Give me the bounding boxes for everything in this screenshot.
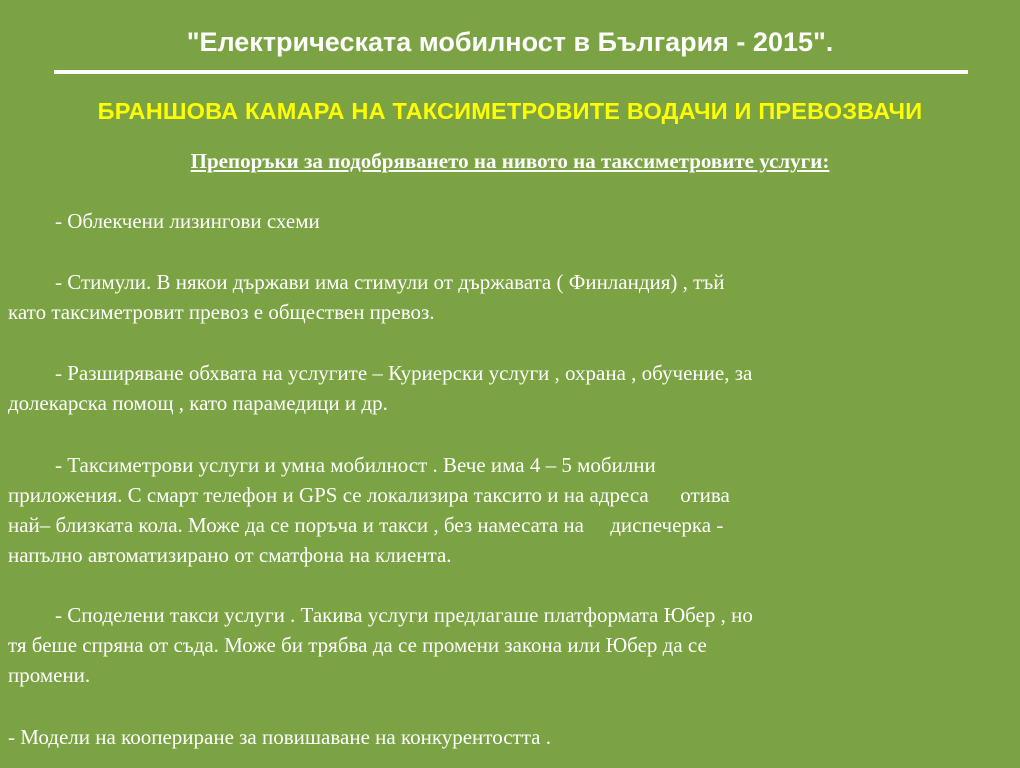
recommendation-line: напълно автоматизирано от сматфона на клиента. xyxy=(8,543,452,567)
recommendation-line: - Споделени такси услуги . Такива услуги предлагаше платформата Юбер , но xyxy=(55,603,753,627)
recommendation-item-shared-taxi xyxy=(8,600,1008,690)
recommendation-line: долекарска помощ , като парамедици и др. xyxy=(8,391,388,415)
recommendation-line: най– близката кола. Може да се поръча и такси , без намесата на диспечерка - xyxy=(8,513,724,537)
recommendation-item-incentives xyxy=(8,267,1008,327)
title-divider xyxy=(54,70,968,74)
recommendation-line: - Разширяване обхвата на услугите – Куриерски услуги , охрана , обучение, за xyxy=(55,361,753,385)
organization-name: БРАНШОВА КАМАРА НА ТАКСИМЕТРОВИТЕ ВОДАЧИ И ПРЕВОЗВАЧИ xyxy=(97,98,923,124)
recommendation-item-smart-mobility xyxy=(8,450,1008,570)
recommendation-line: приложения. С смарт телефон и GPS се локализира таксито и на адреса отива xyxy=(8,483,730,507)
recommendation-item-leasing xyxy=(8,206,1008,236)
recommendation-line: - Облекчени лизингови схеми xyxy=(55,209,320,233)
recommendation-line: - Модели на коопериране за повишаване на конкурентостта . xyxy=(8,725,551,749)
recommendation-line: - Стимули. В някои държави има стимули от държавата ( Финландия) , тъй xyxy=(55,270,725,294)
recommendation-line: - Таксиметрови услуги и умна мобилност . Вече има 4 – 5 мобилни xyxy=(55,453,656,477)
recommendation-line: промени. xyxy=(8,663,91,687)
slide-title: "Електрическата мобилност в България - 2015". xyxy=(186,27,834,57)
recommendations-heading: Препоръки за подобряването на нивото на таксиметровите услуги: xyxy=(190,149,830,173)
recommendation-line: тя беше спряна от съда. Може би трябва да се промени закона или Юбер да се xyxy=(8,633,707,657)
recommendation-item-services xyxy=(8,358,1008,418)
recommendation-item-cooperation xyxy=(8,722,1008,752)
recommendation-line: като таксиметровит превоз е обществен превоз. xyxy=(8,300,435,324)
